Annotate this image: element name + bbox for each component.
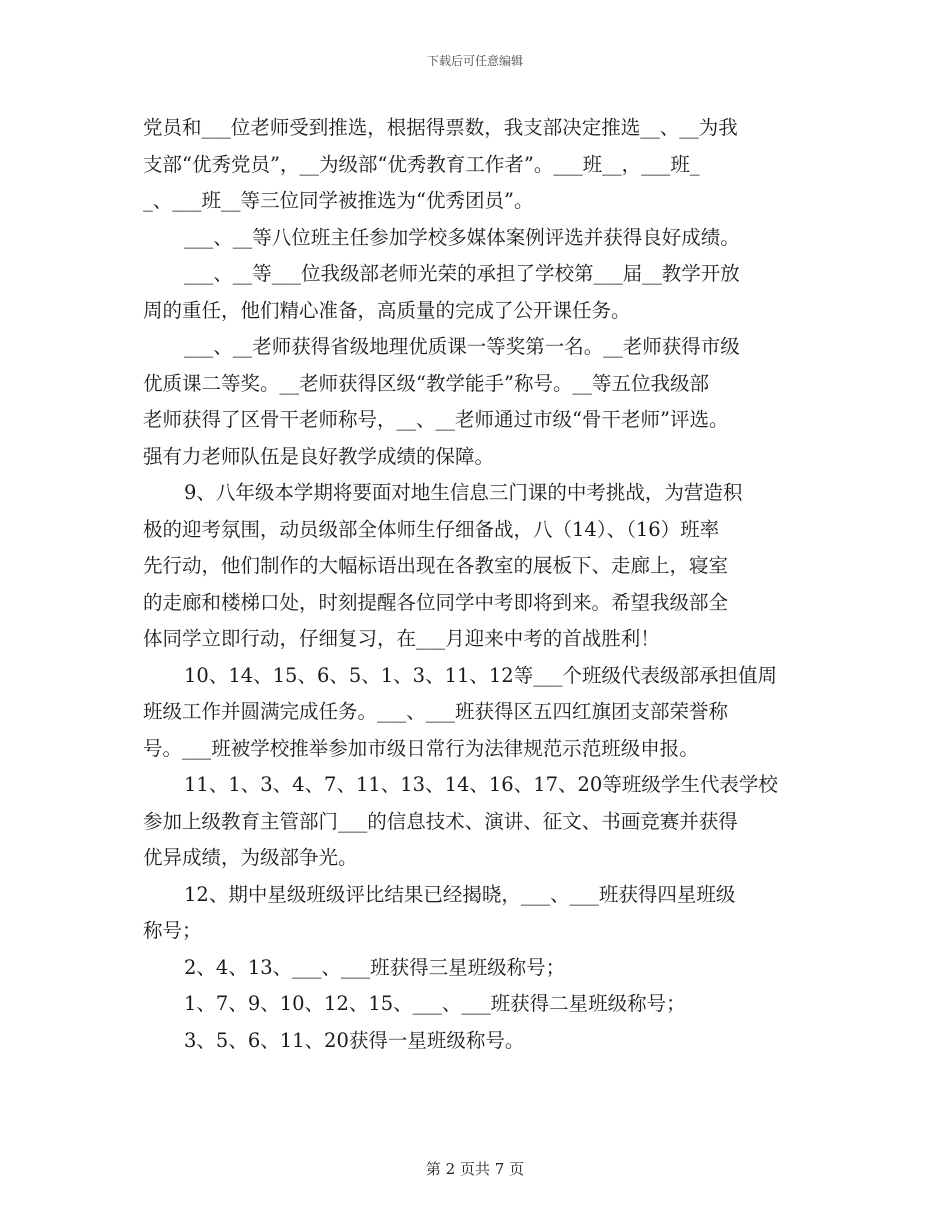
text-line: 优异成绩，为级部争光。 (143, 846, 358, 869)
text-line: 支部“优秀党员”，__为级部“优秀教育工作者”。___班__，___班_ (143, 152, 700, 176)
text-line: 党员和___位老师受到推选，根据得票数，我支部决定推选__、__为我 (143, 116, 738, 139)
text-line: 称号； (143, 919, 202, 942)
text-line: 极的迎考氛围，动员级部全体师生仔细备战，八（14）、（16）班率 (143, 517, 720, 541)
text-line: 体同学立即行动，仔细复习，在___月迎来中考的首战胜利！ (143, 627, 660, 650)
text-line: 老师获得了区骨干老师称号，__、__老师通过市级“骨干老师”评选。 (143, 408, 729, 431)
text-line: ___、__等___位我级部老师光荣的承担了学校第___届__教学开放 (184, 262, 740, 285)
text-line: ___、__等八位班主任参加学校多媒体案例评选并获得良好成绩。 (184, 225, 740, 249)
text-line: 12、期中星级班级评比结果已经揭晓，___、___班获得四星班级 (184, 882, 736, 906)
text-line: 先行动，他们制作的大幅标语出现在各教室的展板下、走廊上，寝室 (143, 554, 729, 577)
text-line: 的走廊和楼梯口处，时刻提醒各位同学中考即将到来。希望我级部全 (143, 590, 729, 614)
text-line: 号。___班被学校推举参加市级日常行为法律规范示范班级申报。 (143, 736, 699, 760)
text-line: 1、7、9、10、12、15、___、___班获得二星班级称号； (184, 992, 686, 1015)
text-line: 9、八年级本学期将要面对地生信息三门课的中考挑战，为营造积 (184, 481, 743, 504)
page-header: 下载后可任意编辑 (426, 54, 523, 68)
text-line: ___、__老师获得省级地理优质课一等奖第一名。__老师获得市级 (184, 335, 740, 358)
text-line: _、___班__等三位同学被推选为“优秀团员”。 (143, 189, 534, 212)
text-line: 10、14、15、6、5、1、3、11、12等___个班级代表级部承担值周 (184, 663, 777, 687)
text-line: 11、1、3、4、7、11、13、14、16、17、20等班级学生代表学校 (184, 773, 778, 796)
page-number-footer: 第 2 页共 7 页 (425, 1160, 525, 1178)
text-line: 3、5、6、11、20获得一星班级称号。 (184, 1028, 525, 1052)
text-line: 优质课二等奖。__老师获得区级“教学能手”称号。__等五位我级部 (143, 371, 709, 395)
text-line: 强有力老师队伍是良好教学成绩的保障。 (143, 444, 495, 468)
text-line: 班级工作并圆满完成任务。___、___班获得区五四红旗团支部荣誉称 (143, 700, 729, 723)
document-body (143, 110, 813, 1059)
text-line: 周的重任，他们精心准备，高质量的完成了公开课任务。 (143, 298, 631, 322)
text-line: 2、4、13、___、___班获得三星班级称号； (184, 955, 566, 979)
text-line: 参加上级教育主管部门___的信息技术、演讲、征文、书画竞赛并获得 (143, 809, 738, 833)
